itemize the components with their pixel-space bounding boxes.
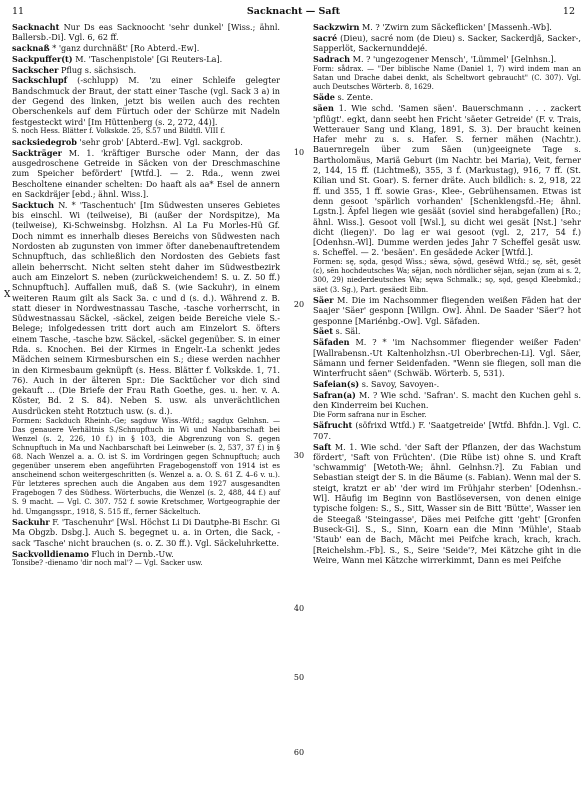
dictionary-entry: [313, 258, 581, 294]
entry-text: s. Zente.: [334, 92, 374, 103]
entry-text: S. noch Hess. Blätter f. Volkskde. 25, S.57 und Bildtfl. VIII f.: [12, 127, 226, 136]
dictionary-entry: [313, 65, 581, 92]
entry-text: Pflug s. sächsisch.: [58, 64, 137, 75]
entry-text: Die Form safrana nur in Escher.: [313, 410, 427, 419]
running-head: Sacknacht — Saft: [246, 6, 341, 17]
line-number: 40: [293, 604, 305, 613]
dictionary-entry: [12, 417, 280, 517]
dictionary-entry: [12, 517, 280, 548]
right-column: [313, 22, 581, 566]
entry-text: M. 'Taschenpistole' [Gi Reuters-La].: [72, 53, 223, 64]
entry-text: M. ? * 'im Nachsommer fliegender weißer Faden' [Wallrabensn.-Ut Kaltenholzhsn.-Ul Oberbrechen-Li]. Vgl. Säer, Sämann und ferner Seidenfaden. "Wenn sie fliegen, soll man die Winterfrucht säen" (Schwäb. Wörterb. 5, 531).: [313, 337, 581, 379]
dictionary-entry: [12, 559, 280, 568]
dictionary-entry: [313, 411, 581, 420]
entry-headword: sacksiedegrob: [12, 137, 77, 148]
entry-text: Tonsibe? -dienamo 'dir noch mal'? — Vgl. Sacker usw.: [12, 559, 203, 568]
entry-headword: Sackschlupf: [12, 75, 68, 86]
entry-headword: Säet: [313, 326, 333, 337]
left-column: [12, 22, 280, 569]
entry-text: Formen: sę, sǫda, gesǫd Wiss.; sēwa, sǭwd, gesēwd Wtfd.; sę, sēt, gesēt (ε), sēn hochdeutsches Wa; sējan, noch nördlicher sējan, sejan (zum ai s. 2, 300, 29) niederdeutsches Wa; sęwa Schmalk.; sǫ, sǫd, gesǫd Kleebmkd.; säet (3. Sg.), Part. gesäedt Eibn.: [313, 258, 581, 294]
dictionary-entry: [313, 420, 581, 441]
dictionary-entry: [12, 43, 280, 53]
entry-headword: Sackpuffer(t): [12, 53, 73, 64]
entry-text: Form: sådrax. — "Der biblische Name (Daniel 1, 7) wird indem man an Satan und Drache dabei denkt, als Scheltwort gebraucht" (C. 307). Vgl. auch Deutsches Wörterb. 8, 1629.: [313, 64, 581, 91]
entry-text: Fluch in Dernb.-Uw.: [88, 548, 174, 559]
entry-headword: Safran(a): [313, 389, 356, 400]
dictionary-entry: [313, 390, 581, 411]
dictionary-entry: [12, 137, 280, 147]
entry-text: Nur Ds eas Sacknoocht 'sehr dunkel' [Wiss.; ähnl. Ballersb.-Di]. Vgl. 6, 62 ff.: [12, 22, 280, 43]
page-header: [0, 6, 587, 20]
dictionary-entry: [313, 442, 581, 566]
entry-text: M. ? 'ungezogener Mensch', 'Lümmel' [Gelnhsn.].: [350, 53, 557, 64]
page-number-right: 12: [562, 6, 575, 17]
line-number: 60: [293, 748, 305, 757]
line-number: 50: [293, 673, 305, 682]
entry-headword: Säfrucht: [313, 420, 353, 431]
entry-text: M. ? Wie schd. 'Safran'. S. macht den Kuchen gehl s. den Kinderreim bei Kuchen.: [313, 389, 581, 411]
entry-text: 1. Wie schd. 'Samen säen'. Bauerschmann . . . zackert 'pflügt'. egkt, dann seebt hen Fricht 'säeter Getreide' (F. v. Trais, Wetterauer Sang und Klang, 1891, S. 3). Der braucht keinen Hafer mehr zu s. s. Hafer. S. ferner mähen (Nachtr.). Bauernregeln über zum Säen (un)geeignete Tage s. Bartholomäus, Mariä Geburt (im Nachtr. bei Maria), Veit, ferner 2, 144, 15 ff. (Lichtmeß), 355, 3 f. (Markustag), 916, 7 ff. (St. Kilian und St. Goar). S. ferner dräte. Auch bildlich: s. 2, 918, 22 ff. und 355, 1 ff. sowie Gras-, Klee-, Gebrühensamen. Etwas ist denn gesoot 'spärlich vorhanden' [Schenklengsfd.-He; ähnl. Lgstn.]. Äpfel liegen wie gesäät (soviel sind herabgefallen) [Ro.; ähnl. Wiss.]. Gesoot voll [Wsl.], su dicht wei gesät [Nst.] 'sehr dicht (liegen)'. Do lag er wai gesoot (vgl. 2, 217, 54 f.) [Odenhsn.-Wl]. Dumme werden jedes Jahr 7 Scheffel gesät usw. s. Scheffel. — 2. 'besäen'. En gesädede Acker [Wtfd.].: [313, 103, 581, 258]
line-number: 10: [293, 148, 305, 157]
dictionary-entry: [313, 326, 581, 336]
entry-headword: Sackuhr: [12, 517, 50, 528]
entry-headword: Säer: [313, 295, 334, 306]
dictionary-entry: [12, 54, 280, 64]
dictionary-entry: [313, 103, 581, 257]
entry-text: F. 'Taschenuhr' [Wsl. Höchst Li Di Dautphe-Bi Eschr. Gi Ma Obgzb. Dsbg.]. Auch S. begegnet u. a. in Orten, die Sack, -sack 'Tasche' nicht brauchen (s. o. Z. 30 ff.). Vgl. Säckeluhrkette.: [12, 517, 280, 548]
entry-headword: Safeian(s): [313, 378, 360, 389]
entry-headword: Sadrach: [313, 53, 351, 64]
dictionary-entry: [12, 65, 280, 75]
entry-text: * 'ganz durchnäßt' [Ro Abterd.-Ew].: [49, 43, 200, 54]
dictionary-entry: [313, 22, 581, 32]
dictionary-entry: [12, 22, 280, 43]
entry-text: (-schlupp) M. 'zu einer Schleife gelegter Bandschmuck der Braut, der statt einer Tasche (vgl. Sack 3 a) in der Gegend des linken, jetzt bis weilen auch des rechten Oberschenkels auf dem Fürtuch oder der Schürze mit Nadeln festgesteckt wird' [Im Hüttenberg (s. 2, 272, 44)].: [12, 75, 280, 127]
dictionary-entry: [313, 379, 581, 389]
line-number: 20: [293, 300, 305, 309]
dictionary-entry: [12, 200, 280, 416]
line-number: 30: [293, 451, 305, 460]
dictionary-entry: [313, 54, 581, 64]
entry-headword: säen: [313, 103, 334, 114]
entry-text: 'sehr grob' [Abterd.-Ew]. Vgl. sackgrob.: [76, 137, 243, 148]
entry-headword: Säde: [313, 92, 335, 103]
dictionary-entry: [12, 75, 280, 126]
entry-headword: Saft: [313, 441, 332, 452]
entry-headword: Sacktuch: [12, 199, 55, 210]
page-number-left: 11: [12, 6, 25, 17]
entry-headword: sacknaß: [12, 43, 50, 54]
entry-headword: Sackvolldienamo: [12, 548, 89, 559]
entry-headword: Säfaden: [313, 337, 350, 348]
entry-text: M. 1. Wie schd. 'der Saft der Pflanzen, der das Wachstum fördert', 'Saft von Früchten'. (Die Rübe ist) ohne S. und Kraft 'schwammig' [Wetoth-We; ähnl. Gelnhsn.?]. Zu Fabian und Sebastian steigt der S. in die Bäume (s. Fabian). Wenn mal der S. steigt, kratzt er ab' 'der wird im Frühjahr sterben' [Odenhsn.-Wl]. Häufig im Beginn von Bastlöseversen, von denen einige typische folgen: S., S., Sitt, Wasser sin de Bitt 'Bütte', Wasser ien de Steegaß 'Steingasse', Däes mei Peifche gitt 'geht' [Gronfen Buseck-Gi]. S., S., Sinn, Koarn ean die Minn 'Mühle', Staab 'Staub' ean de Bach, Mächt mei Peifche krach, krach, krach. [Reichelshm.-Fb]. S., S., Seire 'Seide'?, Mei Kätzche giht in die Weire, Wann mei Kätzche wirrerkimmt, Dann es mei Peifche: [313, 441, 581, 565]
entry-text: Formen: Sackduch Rheinh.-Ge; sagduw Wiss.-Wtfd.; sagdụx Gelnhsn. — Das genauere Verhältnis S./Schnupftuch in Wi und Nachbarschaft bei Wenzel (s. 2, 226, 10 f.) in § 103, die Abgrenzung von S. gegen Schnupftuch in Ma und Nachbarschaft bei Leinweber (s. 2, 537, 37 f.) in § 68. Nach Wenzel a. a. O. ist S. im Vordringen gegen Schnupftuch; auch gegenüber unserem eben angeführten Fragebogenstoff von 1914 ist es anscheinend schon weitergeschritten (s. Wenzel a. a. O. S. 61 Z. 4–6 v. u.). Für letzteres sprechen auch die Angaben aus dem 1927 ausgesandten Fragebogen 7 des Südhess. Wörterbuchs, die Wenzel (s. 2, 488, 44 f.) auf S. 9 macht. — Vgl. C. 307. 752 f. sowie Kretschmer, Wortgeographie der hd. Umgangsspr., 1918, S. 515 ff., ferner Säckeltuch.: [12, 416, 280, 516]
entry-text: M. ? 'Zwirn zum Säckeflicken' [Massenh.-Wb].: [359, 22, 552, 32]
dictionary-entry: [313, 33, 581, 54]
dictionary-entry: [313, 92, 581, 102]
entry-headword: Sackzwirn: [313, 22, 360, 32]
entry-headword: sacré: [313, 32, 338, 43]
dictionary-entry: [12, 148, 280, 199]
dictionary-entry: [313, 295, 581, 326]
entry-headword: Sacknacht: [12, 22, 60, 32]
dictionary-entry: [313, 337, 581, 378]
entry-text: M. 1. 'kräftiger Bursche oder Mann, der das ausgedroschene Getreide in Säcken von der Dreschmaschine zum Speicher befördert' [Wtfd.]. — 2. Rda., wenn zwei Bescholtene einander schelten: Do haaft als aa* Esel de annern en Sackdräjer [ebd.; ähnl. Wiss.].: [12, 147, 280, 200]
entry-text: (Dieu), sacré nom (de Dieu) s. Sacker, Sackerdjä, Sacker-, Sapperlöt, Sackernunddejé.: [313, 32, 581, 54]
entry-headword: Sackscher: [12, 64, 59, 75]
entry-text: s. Savoy, Savoyen-.: [359, 378, 440, 389]
margin-mark: X: [4, 290, 11, 300]
entry-text: (söfrixd Wtfd.) F. 'Saatgetreide' [Wtfd. Bhfdn.]. Vgl. C. 707.: [313, 420, 581, 441]
entry-headword: Sackträger: [12, 147, 62, 158]
entry-text: N. * 'Taschentuch' [Im Südwesten unseres Gebietes bis einschl. Wi (teilweise), Bi (außer der Nordspitze), Ma (teilweise), Ki-Schweinsbg. Holzhsn. Al La Fu Morles-Hü Gf. Doch nimmt es innerhalb dieses Bereichs von Südwesten nach Nordosten ab zugunsten von immer öfter danebenauftretendem Schnupftuch, das schließlich den Nordosten des Gebiets fast allein beherrscht. Nicht selten steht daher im Südwestbezirk auch am Einzelort S. neben (zurückweichendem! S. u. Z. 50 ff.) Schnupftuch]. Auffallen muß, daß S. (wie Sackuhr), in einem weiteren Raum gilt als Sack 3a. c und d (s. d.). Während z. B. statt dieser in Nordwestnassau Tasche, -tasche vorherrscht, in Südwestnassau Säckel, -säckel, zeigen beide Bereiche viele S.-Belege; infolgedessen tritt dort auch am Einzelort S. öfters einem Tasche, -tasche bzw. Säckel, -säckel gegenüber. S. in einer Rda. s. Knochen. Bei der Kirmes in Engelr.-La schenkt jedes Mädchen seinem Kirmesburschen ein S.; diese werden nachher in den Kirmesbaum geknüpft (s. Hess. Blätter f. Volkskde. 1, 71. 76). Auch in der älteren Spr.: Die Sacktücher vor dich sind gekauft ... (Die Briefe der Frau Rath Goethe, ges. u. her. v. A. Köster, Bd. 2 S. 84). Neben S. usw. als unverächtlichen Ausdrücken steht Rotztuch usw. (s. d.).: [12, 199, 280, 416]
dictionary-entry: [12, 549, 280, 559]
dictionary-entry: [12, 127, 280, 136]
entry-text: M. Die im Nachsommer fliegenden weißen Fäden hat der Saajer 'Säer' gesponn [Willgn. Ow]. Ähnl. De Saader 'Säer'? hot gesponne [Mariénbg.-Ow]. Vgl. Säfaden.: [313, 295, 581, 326]
entry-text: s. Säl.: [332, 326, 361, 337]
